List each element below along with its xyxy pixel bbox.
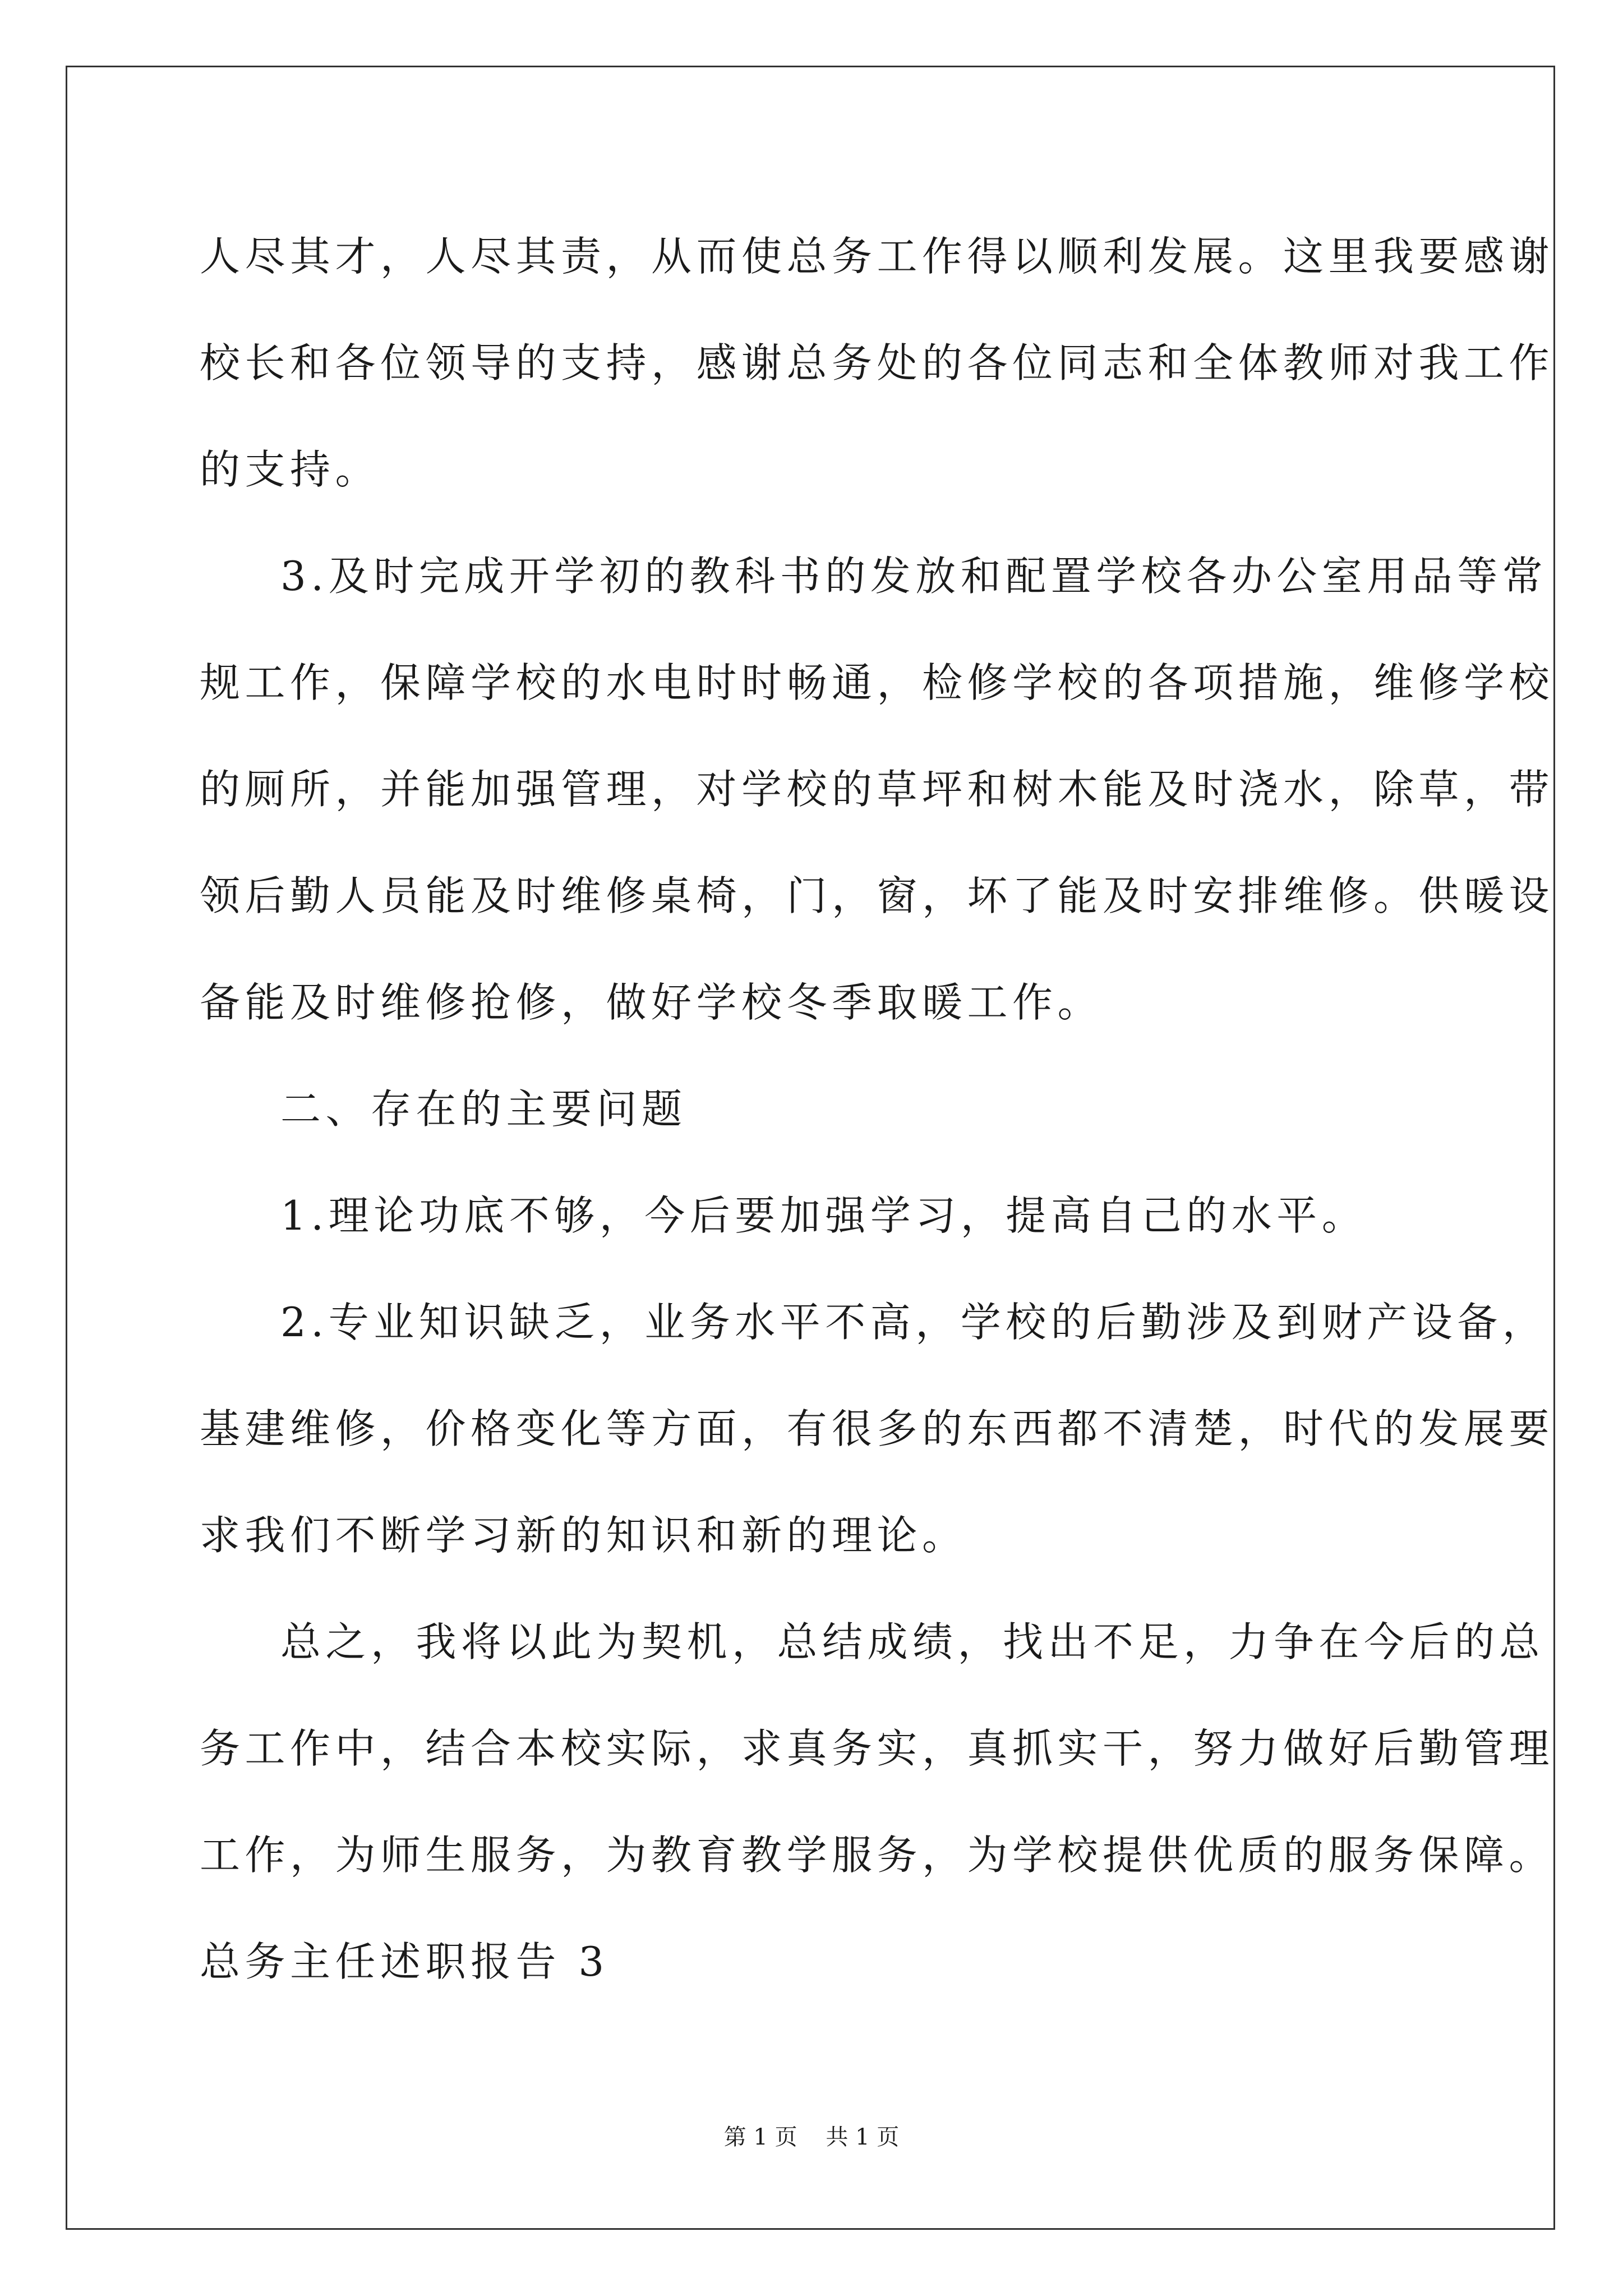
text-line: 务工作中，结合本校实际，求真务实，真抓实干，努力做好后勤管理: [200, 1725, 1555, 1772]
text-line: 基建维修，价格变化等方面，有很多的东西都不清楚，时代的发展要: [200, 1405, 1555, 1452]
text-line: 工作，为师生服务，为教育教学服务，为学校提供优质的服务保障。: [200, 1832, 1555, 1879]
text-line: 规工作，保障学校的水电时时畅通，检修学校的各项措施，维修学校: [200, 659, 1555, 706]
text-line: 领后勤人员能及时维修桌椅，门，窗，坏了能及时安排维修。供暖设: [200, 872, 1555, 919]
text-line: 总务主任述职报告 3: [200, 1938, 609, 1985]
page-number-label: 第 1 页 共 1 页: [723, 2124, 900, 2150]
text-line: 2.专业知识缺乏，业务水平不高，学校的后勤涉及到财产设备，: [280, 1299, 1548, 1346]
text-line: 1.理论功底不够，今后要加强学习，提高自己的水平。: [280, 1192, 1367, 1239]
text-line: 求我们不断学习新的知识和新的理论。: [200, 1512, 967, 1559]
text-line: 的厕所，并能加强管理，对学校的草坪和树木能及时浇水，除草，带: [200, 766, 1555, 813]
text-line: 总之，我将以此为契机，总结成绩，找出不足，力争在今后的总: [280, 1618, 1545, 1665]
text-line: 校长和各位领导的支持，感谢总务处的各位同志和全体教师对我工作: [200, 339, 1555, 386]
page-footer: [0, 2119, 1623, 2151]
text-line: 备能及时维修抢修，做好学校冬季取暖工作。: [200, 979, 1103, 1026]
text-line: 3.及时完成开学初的教科书的发放和配置学校各办公室用品等常: [280, 553, 1548, 600]
text-line: 二、存在的主要问题: [280, 1085, 687, 1133]
document-body: [200, 203, 1555, 2015]
text-line: 的支持。: [200, 446, 381, 493]
text-line: 人尽其才，人尽其责，从而使总务工作得以顺利发展。这里我要感谢: [200, 233, 1555, 280]
